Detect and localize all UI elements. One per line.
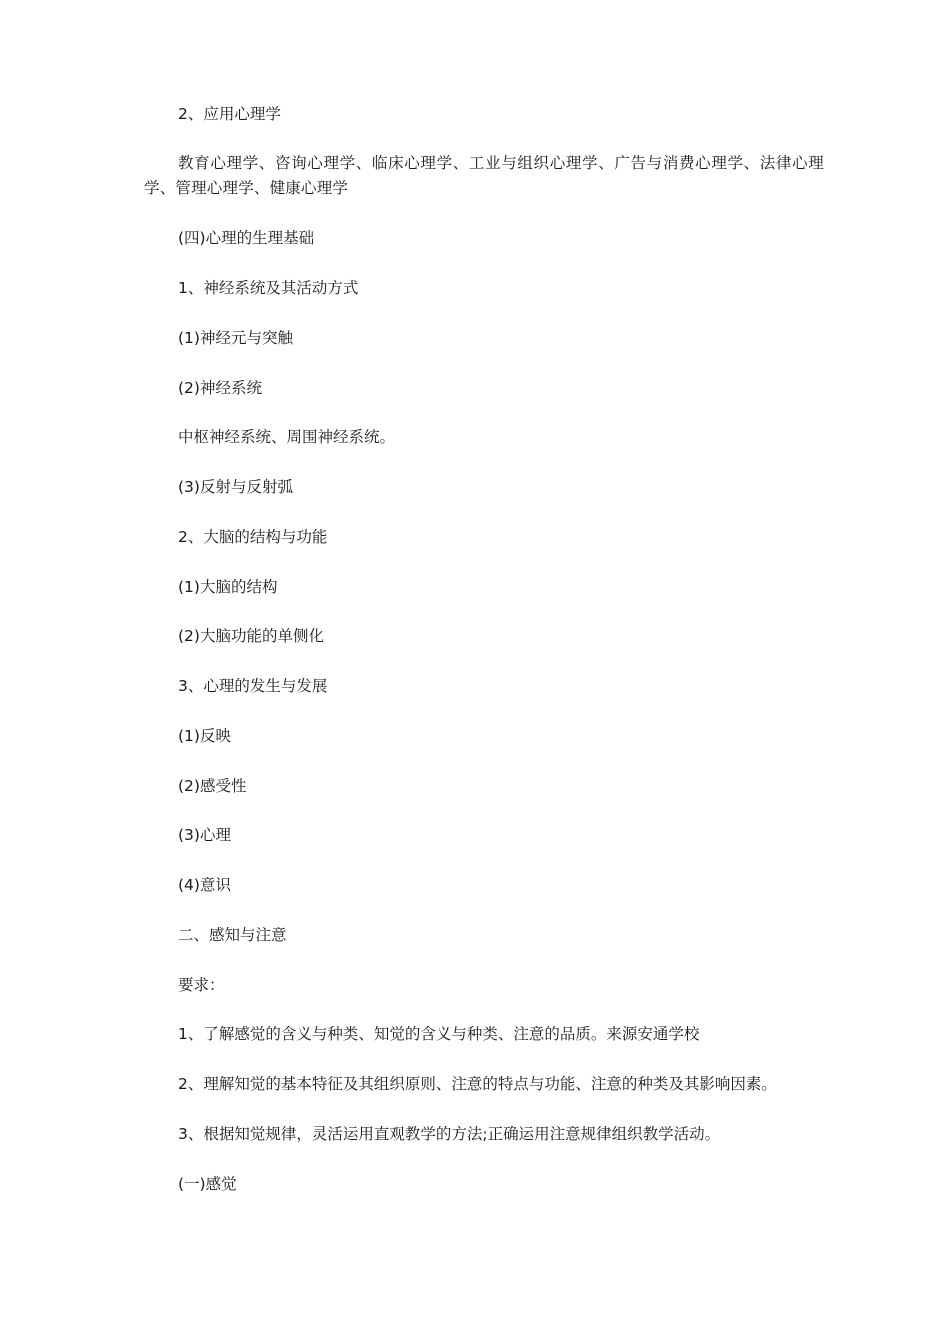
list-item-psyche: (3)心理 — [178, 826, 231, 844]
list-item-neuron: (1)神经元与突触 — [178, 329, 293, 347]
heading-applied-psychology: 2、应用心理学 — [178, 105, 281, 123]
list-item-brain-structure: (1)大脑的结构 — [178, 578, 278, 596]
heading-physiological-basis: (四)心理的生理基础 — [178, 229, 315, 247]
list-item-sensitivity: (2)感受性 — [178, 777, 247, 795]
list-item-nervous-system: (2)神经系统 — [178, 379, 262, 397]
list-item-reflex: (3)反射与反射弧 — [178, 478, 293, 496]
heading-perception-attention: 二、感知与注意 — [178, 926, 287, 944]
heading-nervous-system: 1、神经系统及其活动方式 — [178, 279, 359, 297]
requirement-1: 1、了解感觉的含义与种类、知觉的含义与种类、注意的品质。来源安通学校 — [178, 1025, 700, 1043]
paragraph-applied-fields: 教育心理学、咨询心理学、临床心理学、工业与组织心理学、广告与消费心理学、法律心理学、管理心理学、健康心理学 — [144, 154, 824, 197]
requirement-2: 2、理解知觉的基本特征及其组织原则、注意的特点与功能、注意的种类及其影响因素。 — [178, 1075, 777, 1093]
heading-sensation: (一)感觉 — [178, 1175, 237, 1193]
paragraph-central-peripheral: 中枢神经系统、周围神经系统。 — [178, 428, 396, 446]
heading-brain-structure: 2、大脑的结构与功能 — [178, 528, 328, 546]
heading-development: 3、心理的发生与发展 — [178, 677, 328, 695]
heading-requirements: 要求： — [178, 976, 225, 994]
requirement-3: 3、根据知觉规律，灵活运用直观教学的方法;正确运用注意规律组织教学活动。 — [178, 1125, 721, 1143]
list-item-consciousness: (4)意识 — [178, 876, 231, 894]
list-item-reflection: (1)反映 — [178, 727, 231, 745]
list-item-lateralization: (2)大脑功能的单侧化 — [178, 627, 324, 645]
